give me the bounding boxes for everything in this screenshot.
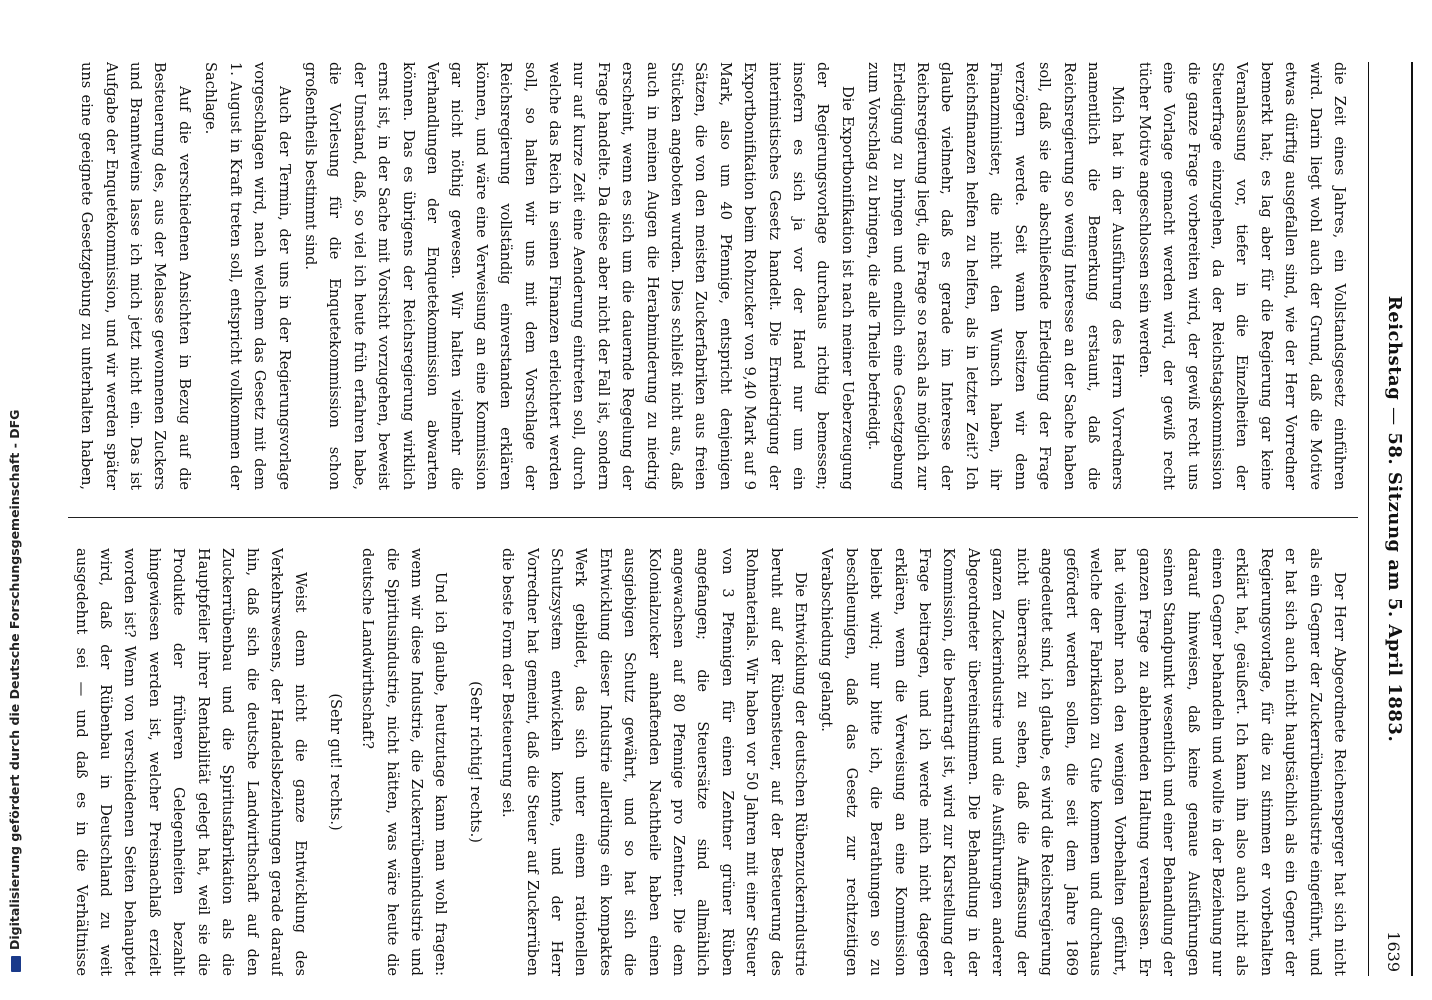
dfg-logo-icon (11, 956, 21, 972)
paragraph: Auch der Termin, der uns in der Regierungsvorlage vorgeschlagen wird, nach welchem das Gesetz mit dem 1. August in Kraft treten soll, entspricht vollkommen der Sachlage. (202, 62, 293, 490)
page-header (1363, 62, 1413, 976)
header-dash: — (1384, 407, 1405, 426)
interjection: (Sehr richtig! rechts.) (466, 681, 484, 843)
header-title (1384, 62, 1405, 976)
header-date: am 5. April 1883. (1384, 559, 1405, 743)
paragraph: Der Herr Abgeordnete Reichensperger hat sich nicht als ein Gegner der Zuckerrübenindustrie eingeführt, und er hat sich auch nicht hauptsächlich als ein Gegner der Regierungsvorlage, für die zu stimmen er vorbehalten erklärt hat, geäußert. Ich kann ihn also auch nicht als einen Gegner behandeln und wollte in der Beziehung nur darauf hinweisen, daß keine genaue Ausführungen seinen Standpunkt wesentlich und einer Behandlung der ganzen Frage zu ablehnenden Haltung veranlassen. Er hat vielmehr nach den wenigen Vorbehalten geführt, welche der Fabrikation zu Gute kommen und durchaus gefördert werden sollen, die seit dem Jahre 1869 angedeutet sind, ich glaube, es wird die Reichsregierung nicht überrascht zu sehen, daß die Auffassung der ganzen Zuckerindustrie und die Ausführungen anderer Abgeordneter übereinstimmen. Die Behandlung in der Kommission, die beantragt ist, wird zur Klarstellung der Frage beitragen, und ich werde mich nicht dagegen erklären, wenn die Verweisung an eine Kommission beliebt wird; nur bitte ich, die Berathungen so zu beschleunigen, daß das Gesetz zur rechtzeitigen Verabschiedung gelangt. (818, 548, 1348, 976)
digitization-credit-text: Digitalisierung gefördert durch die Deutsche Forschungsgemeinschaft - DFG (7, 409, 22, 950)
paragraph: Mich hat in der Ausführung des Herrn Vorredners namentlich die Bemerkung erstaunt, daß die Reichsregierung so wenig Interesse an der Sache haben soll, daß sie die abschließende Erledigung der Frage verzögern werde. Seit wann besitzen wir denn Finanzminister, die nicht den Wunsch haben, ihr Reichsfinanzen helfen zu helfen, als in letzter Zeit? Ich glaube vielmehr, daß es gerade im Interesse der Reichsregierung liegt, die Frage so rasch als möglich zur Erledigung zu bringen und endlich eine Gesetzgebung zum Vorschlag zu bringen, die alle Theile befriedigt. (865, 62, 1127, 490)
header-session: 58. Sitzung (1384, 432, 1405, 553)
column-divider (68, 517, 1358, 518)
paragraph: Und ich glaube, heutzutage kann man wohl fragen: wenn wir diese Industrie, die Zuckerrübenindustrie und die Spiritusindustrie, nicht hätten, was wäre heute die deutsche Landwirthschaft? (359, 548, 450, 976)
right-text-column (73, 548, 1351, 976)
paragraph: Auf die verschiedenen Ansichten in Bezug auf die Besteuerung des, aus der Melasse gewonnenen Zuckers und Branntweins lasse ich mich jetzt nicht ein. Das ist Aufgabe der Enquetekommission, und wir werden später uns eine geeignete Gesetzgebung zu unterhalten haben, (78, 62, 193, 490)
header-rule-top (1411, 62, 1413, 976)
paragraph: Weist denn nicht die ganze Entwicklung des Verkehrswesens, der Handelsbeziehungen gerade darauf hin, daß sich die deutsche Landwirthschaft auf den Zuckerrübenbau und die Spiritusfabrikation als die Hauptpfeiler ihrer Rentabilität gelegt hat, weil sie die Produkte der früheren Gelegenheiten bezahlt hingewiesen werden ist, welcher Preisnachlaß erzielt worden ist? Wenn von verschiedenen Seiten behauptet wird, daß der Rübenbau in Deutschland zu weit ausgedehnt sei — und daß es in die Verhältnisse (73, 548, 310, 976)
rotated-page (63, 62, 1413, 976)
header-reichstag: Reichstag (1384, 295, 1405, 401)
left-text-column (73, 62, 1351, 490)
page-number: 1639 (1384, 931, 1403, 972)
header-rule-bottom (1368, 62, 1369, 976)
paragraph: die Zeit eines Jahres, ein Vollstandsgesetz einführen wird. Darin liegt wohl auch der Grund, daß die Motive etwas dürftig ausgefallen sind, wie der Herr Vorredner bemerkt hat; es lag aber für die Regierung gar keine Veranlassung vor, tiefer in die Einzelheiten der Steuerfrage einzugehen, da der Reichstagskommission die ganze Frage vorbereiten wird, der gewiß recht uns eine Vorlage gemacht werden wird, der gewiß recht tücher Motive angeschlossen sein werden. (1135, 62, 1348, 490)
paragraph: Die Entwicklung der deutschen Rübenzuckerindustrie beruht auf der Rübensteuer, auf der Besteuerung des Rohmaterials. Wir haben vor 50 Jahren mit einer Steuer von 3 Pfennigen für einen Zentner grüner Rüben angefangen; die Steuersätze sind allmählich angewachsen auf 80 Pfennige pro Zentner. Die dem Kolonialzucker anhaftenden Nachtheile haben einen ausgiebigen Schutz gewährt, und so hat sich die Entwicklung dieser Industrie allerdings ein kompaktes Werk gebildet, das sich unter einem rationellen Schutzsystem entwickeln konnte, und der Herr Vorredner hat gemeint, daß die Steuer auf Zuckerrüben die beste Form der Besteuerung sei. (499, 548, 810, 976)
paragraph: Die Exportbonifikation ist nach meiner Ueberzeugung der Regierungsvorlage durchaus richtig bemessen; insofern es sich ja vor der Hand nur um ein interimistisches Gesetz handelt. Die Erniedrigung der Exportbonifikation beim Rohzucker von 9,40 Mark auf 9 Mark, also um 40 Pfennige, entspricht denjenigen Sätzen, die von den meisten Zuckerfabriken aus freien Stücken angeboten wurden. Dies schließt nicht aus, daß auch in meinen Augen die Herabminderung zu niedrig erscheint, wenn es sich um die dauernde Regelung der Frage handelte. Da diese aber nicht der Fall ist, sondern nur auf kurze Zeit eine Aenderung eintreten soll, durch welche das Reich in seinen Finanzen erleichtert werden soll, so halten wir uns mit dem Vorschlage der Reichsregierung vollständig einverstanden erklären können, und wäre eine Verweisung an eine Kommission gar nicht nöthig gewesen. Wir halten vielmehr die Verhandlungen der Enquetekommission abwarten können. Das es übrigens der Reichsregierung wirklich ernst ist, in der Sache mit Vorsicht vorzugehen, beweist der Umstand, daß, so viel ich heute früh erfahren habe, die Vorlesung für die Enquetekommission schon großentheils bestimmt sind. (301, 62, 856, 490)
digitization-credit (4, 0, 26, 972)
interjection: (Sehr gut! rechts.) (326, 693, 344, 831)
